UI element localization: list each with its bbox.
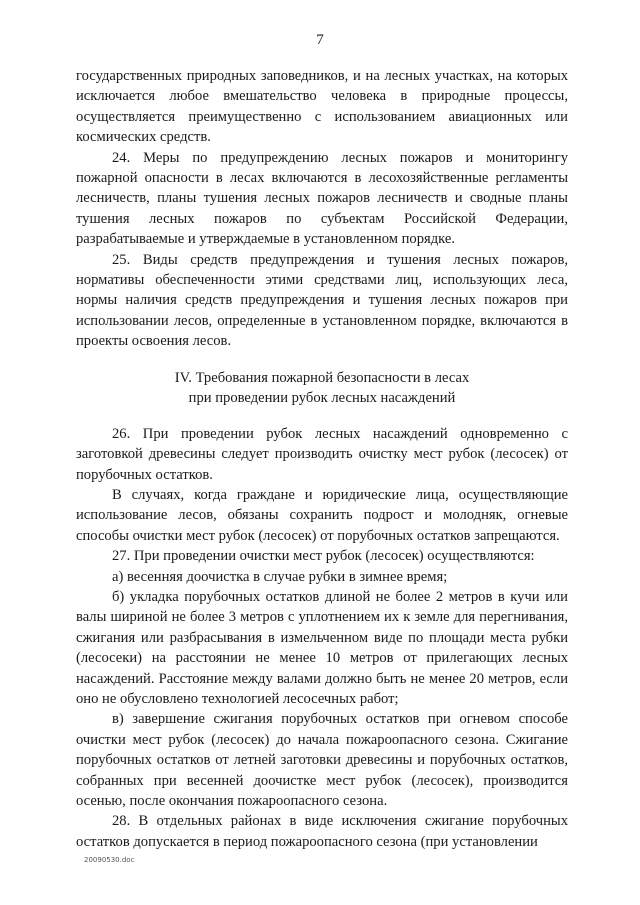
paragraph-continuation: государственных природных заповедников, и на лесных участках, на которых исключается любое вмешательство человека в природные процессы, осуществляется преимущественно с использованием авиационных или космических средств. (76, 68, 568, 146)
paragraph-27-item-b: б) укладка порубочных остатков длиной не более 2 метров в кучи или валы шириной не более 3 метров с уплотнением их к земле для перегнивания, сжигания или разбрасывания в измельченном виде по площади места рубки (лесосеки) на расстоянии не менее 10 метров от прилегающих лесных насаждений. Расстояние между валами должно быть не менее 20 метров, если оно не обусловлено технологией лесосечных работ; (76, 588, 568, 707)
section-heading (76, 368, 568, 408)
section-heading-line-1: IV. Требования пожарной безопасности в лесах (174, 369, 470, 386)
paragraph-27-item-a: а) весенняя доочистка в случае рубки в зимнее время; (112, 568, 448, 585)
section-heading-line-2: при проведении рубок лесных насаждений (188, 389, 456, 406)
paragraph-24: 24. Меры по предупреждению лесных пожаров и мониторингу пожарной опасности в лесах включаются в лесохозяйственные регламенты лесничеств, планы тушения лесных пожаров лесничеств и сводные планы тушения лесных пожаров по субъектам Российской Федерации, разрабатываемые и утверждаемые в установленном порядке. (76, 149, 568, 248)
paragraph-26-part-2: В случаях, когда граждане и юридические лица, осуществляющие использование лесов, обязаны сохранить подрост и молодняк, огневые способы очистки мест рубок (лесосек) от порубочных остатков запрещаются. (76, 486, 568, 544)
page-number: 7 (316, 32, 324, 48)
document-body (76, 66, 568, 852)
footer-file-name: 20090530.doc (84, 856, 135, 864)
paragraph-27: 27. При проведении очистки мест рубок (лесосек) осуществляются: (112, 548, 535, 565)
paragraph-26: 26. При проведении рубок лесных насаждений одновременно с заготовкой древесины следует производить очистку мест рубок (лесосек) от порубочных остатков. (76, 425, 568, 483)
paragraph-25: 25. Виды средств предупреждения и тушения лесных пожаров, нормативы обеспеченности этими средствами лиц, использующих леса, нормы наличия средств предупреждения и тушения лесных пожаров при использовании лесов, определенные в установленном порядке, включаются в проекты освоения лесов. (76, 251, 568, 350)
paragraph-28: 28. В отдельных районах в виде исключения сжигание порубочных остатков допускается в период пожароопасного сезона (при установлении (76, 813, 568, 850)
paragraph-27-item-v: в) завершение сжигания порубочных остатков при огневом способе очистки мест рубок (лесосек) до начала пожароопасного сезона. Сжигание порубочных остатков от летней заготовки древесины и порубочных остатков, собранных при весенней доочистке мест рубок (лесосек), производится осенью, после окончания пожароопасного сезона. (76, 711, 568, 809)
